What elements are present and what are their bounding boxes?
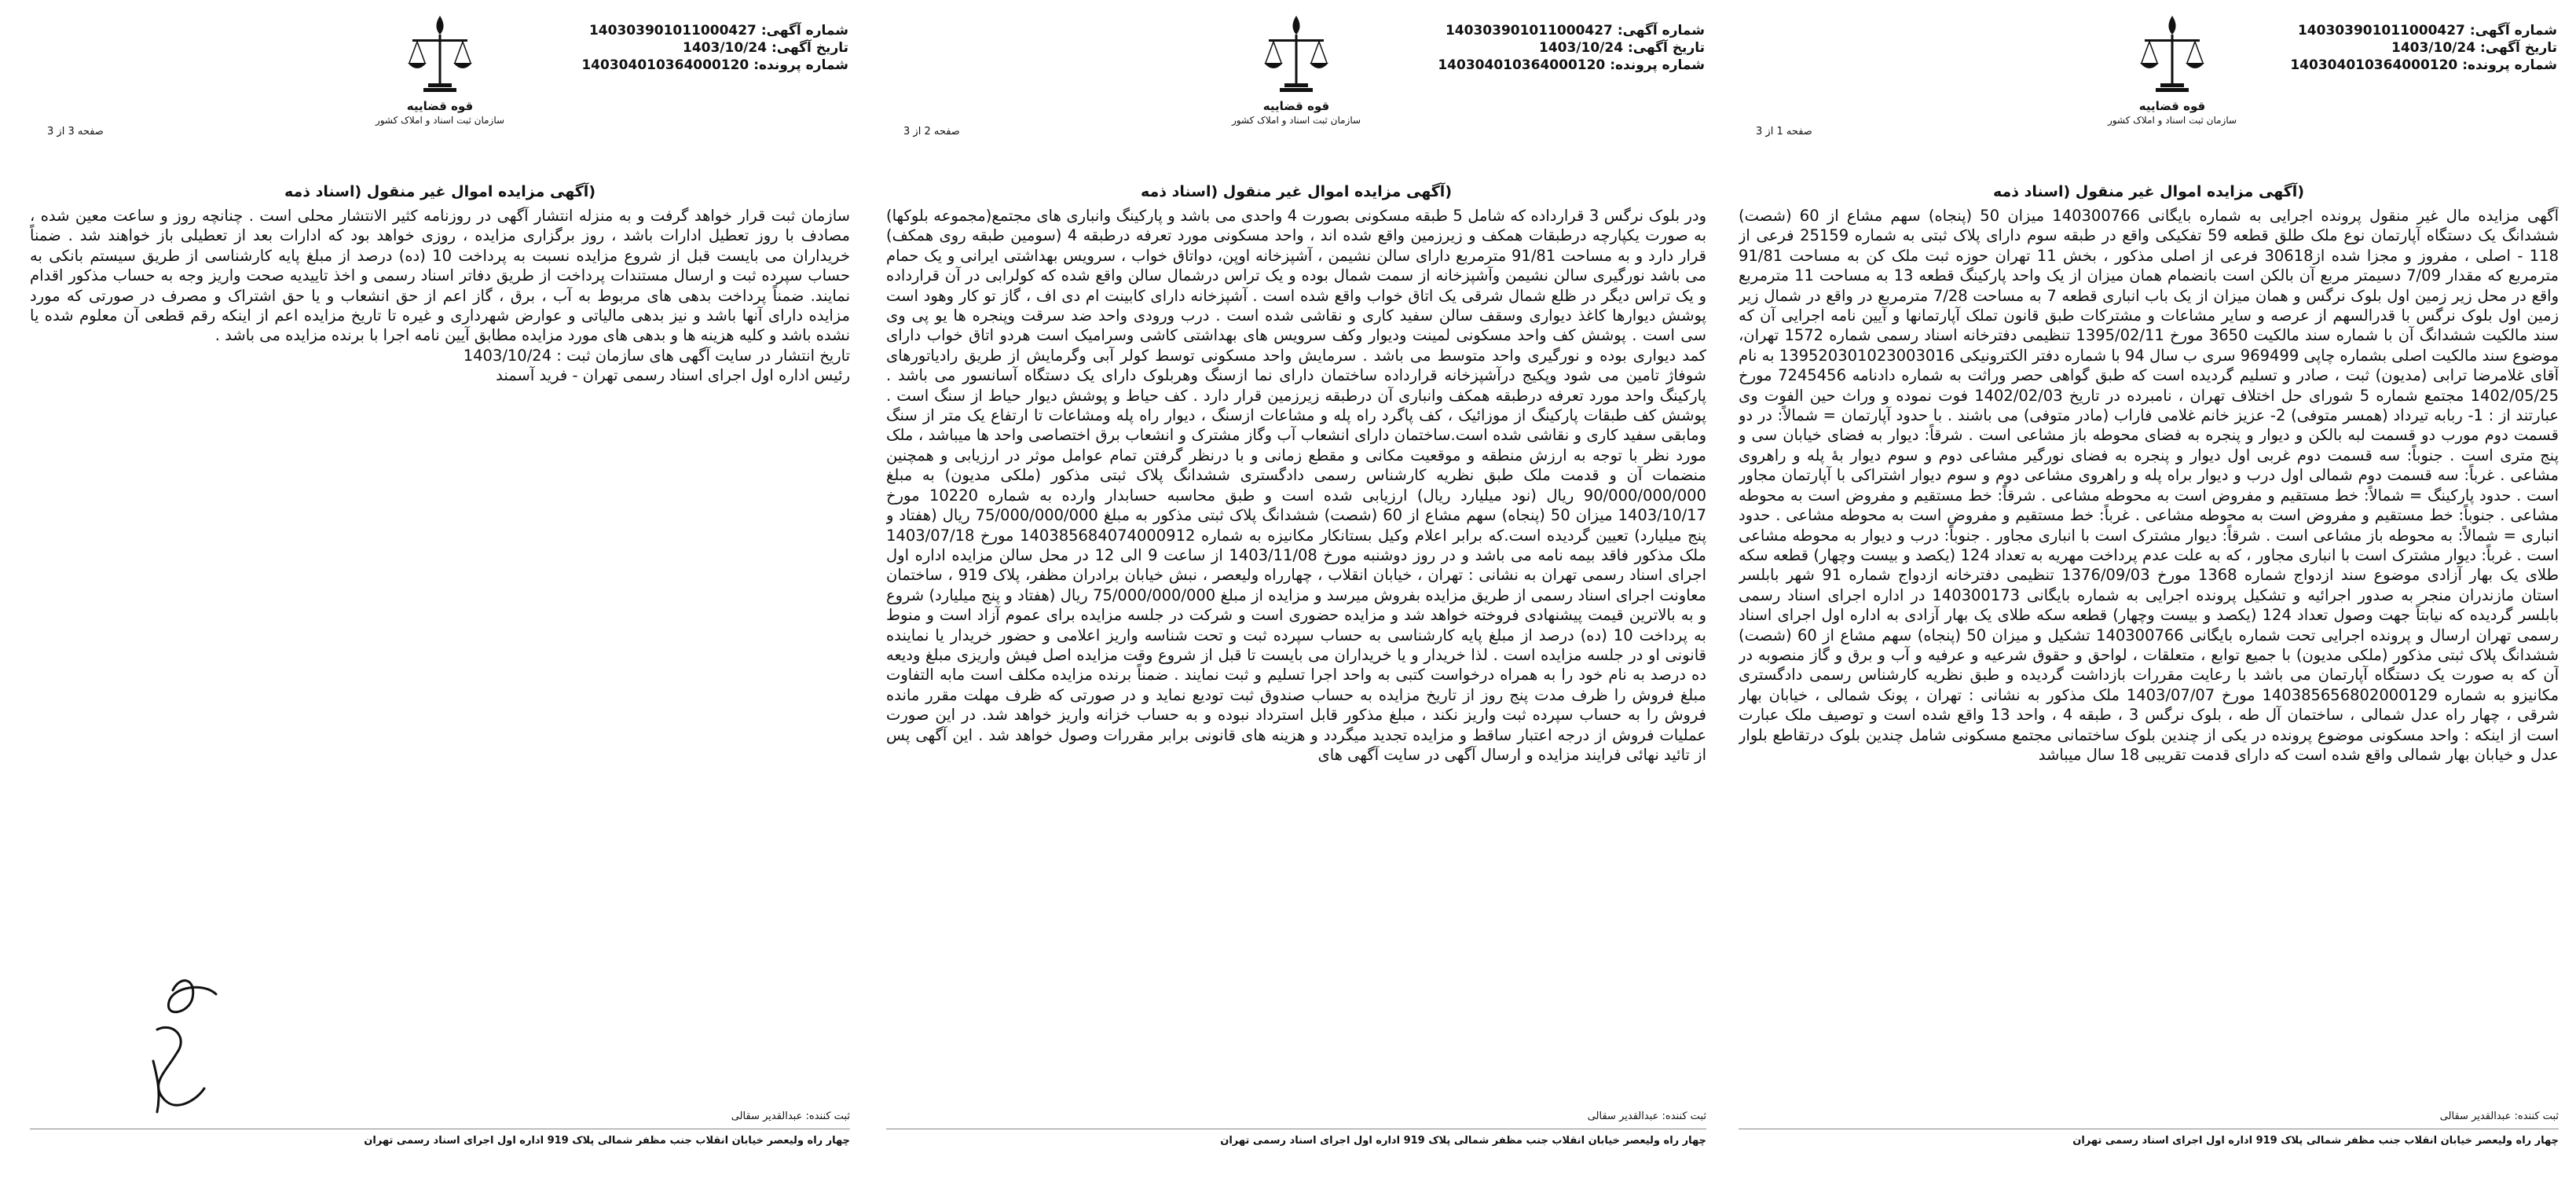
judiciary-logo [1210,11,1383,145]
organization-text: سازمان ثبت اسناد و املاک کشور [375,115,505,126]
footer-address: چهار راه ولیعصر خیابان انقلاب جنب مظفر شمالی پلاک 919 اداره اول اجرای اسناد رسمی تهران [2072,1135,2559,1147]
document-page-2 [872,0,1720,1193]
handwritten-signature [79,943,251,1132]
ad-date-label: تاریخ آگهی: [771,40,848,56]
ad-number: 140303901011000427 [2297,23,2465,39]
ad-number-label: شماره آگهی: [760,23,848,39]
registrar-label: ثبت کننده: [1662,1110,1706,1122]
ad-date-label: تاریخ آگهی: [1627,40,1705,56]
judiciary-text: قوه قضاییه [1262,99,1330,113]
notice-title: (آگهی مزایده اموال غیر منقول (اسناد ذمه [1140,183,1452,200]
notice-title: (آگهی مزایده اموال غیر منقول (اسناد ذمه [1992,183,2304,200]
footer-address: چهار راه ولیعصر خیابان انقلاب جنب مظفر شمالی پلاک 919 اداره اول اجرای اسناد رسمی تهران [1220,1135,1706,1147]
document-page-3 [16,0,864,1193]
registrar-name: عبدالقدیر سقالی [731,1110,803,1122]
judiciary-logo [2086,11,2259,145]
page-number: صفحه 1 از 3 [1756,126,1812,138]
judiciary-text: قوه قضاییه [2138,99,2206,113]
case-number: 140304010364000120 [2290,57,2458,73]
page-number: صفحه 3 از 3 [47,126,104,138]
judiciary-text: قوه قضاییه [406,99,474,113]
case-number-label: شماره پرونده: [1610,57,1705,73]
organization-text: سازمان ثبت اسناد و املاک کشور [2107,115,2237,126]
page-footer [1739,1108,2559,1150]
registrar-label: ثبت کننده: [2514,1110,2559,1122]
ad-date: 1403/10/24 [682,40,768,56]
case-number-label: شماره پرونده: [2462,57,2557,73]
registrar-name: عبدالقدیر سقالی [2439,1110,2512,1122]
notice-body: آگهی مزایده مال غیر منقول پرونده اجرایی به شماره بایگانی 140300766 میزان 50 (پنجاه) سهم مشاع از 60 (شصت) ششدانگ یک دستگاه آپارتمان نوع ملک طلق قطعه 59 تفکیکی واقع در طبقه سوم دارای پلاک ثبتی به شماره 25159 فرعی از 118 - اصلی ، مفروز و مجزا شده از30618 فرعی از اصلی مذکور ، بخش 11 تهران حوزه ثبت ملک کن به مساحت 91/81 مترمربع که مقدار 7/09 دسیمتر مربع آن بالکن است بانضمام همان میزان از یک واحد پارکینگ قطعه 13 به مساحت 11 مترمربع واقع در محل زیر زمین اول بلوک نرگس و همان میزان از یک باب انباری قطعه 7 به مساحت 7/28 مترمربع در واقع در شمال زیر زمین اول بلوک نرگس با قدرالسهم از عرصه و سایر مشاعات و مشترکات طبق قانون تملک آپارتمانها و آیین نامه اجرایی آن که سند مالکیت ششدانگ آن با شماره سند مالکیت 3650 مورخ 1395/02/11 تنظیمی دفترخانه اسناد رسمی شماره 1572 تهران، موضوع سند مالکیت اصلی بشماره چاپی 969499 سری ب سال 94 با شماره دفتر الکترونیکی 139520301023003016 به نام آقای غلامرضا ترابی (مدیون) ثبت ، صادر و تسلیم گردیده است که طبق گواهی حصر وراثت به شماره دادنامه 7245456 مورخ 1402/05/25 مجتمع شماره 5 شورای حل اختلاف تهران ، نامبرده در تاریخ 1402/02/03 فوت نموده و وراث حین الفوت وی عبارتند از : 1- ربابه تیرداد (همسر متوفی) 2- عزیز خانم غلامی فاراب (مادر متوفی) می باشند . با حدود آپارتمان = شمالاً: در دو قسمت دوم مورب دو قسمت لبه بالکن و دیوار و پنجره به فضای محوطه باز مشاعی است . شرقاً: دیوار به فضای خیابان سی و پنج متری است . جنوباً: سه قسمت دوم غربی اول دیوار و پنجره به فضای نورگیر مشاعی دوم و سوم دیوار بهٔ پله و راهروی مشاعی . غرباً: سه قسمت دوم شمالی اول درب و دیوار براه پله و راهروی مشاعی دوم و سوم دیوار اشتراکی با آپارتمان مجاور است . حدود پارکینگ = شمالاً: خط مستقیم و مفروض است به محوطه مشاعی . شرقاً: خط مستقیم و مفروض است به محوطه مشاعی . جنوباً: خط مستقیم و مفروض است به محوطه مشاعی . غرباً: خط مستقیم و مفروض است به محوطه مشاعی . حدود انباری = شمالاً: به محوطه باز مشاعی است . شرقاً: دیوار مشترک است با انباری مجاور . جنوباً: درب و دیوار به محوطه مشاعی است . غرباً: دیوار مشترک است با انباری مجاور ، که به علت عدم پرداخت مهریه به تعداد 124 (یکصد و بیست وچهار) قطعه سکه طلای یک بهار آزادی موضوع سند ازدواج شماره 1368 مورخ 1376/09/03 تنظیمی دفترخانه ازدواج شماره 91 شهر بابلسر استان مازندران منجر به صدور اجرائیه و تشکیل پرونده اجرایی به شماره بایگانی 140300173 در اداره اجرای اسناد رسمی بابلسر گردیده که نیابتاً جهت وصول تعداد 124 (یکصد و بیست وچهار) قطعه سکه طلای یک بهار آزادی به اداره اول اجرای اسناد رسمی تهران ارسال و پرونده اجرایی تحت شماره بایگانی 140300766 تشکیل و میزان 50 (پنجاه) سهم مشاع از 60 (شصت) ششدانگ پلاک ثبتی مذکور (ملکی مدیون) با جمیع توابع ، متعلقات ، لواحق و حقوق شرعیه و عرفیه و آب و برق و گاز منصوبه در آن که به صورت یک دستگاه آپارتمان می باشد با رعایت مقررات بازداشت گردیده و طبق نظریه کارشناس رسمی دادگستری مکانیزو به شماره 140385656802000129 مورخ 1403/07/07 ملک مذکور به نشانی : تهران ، پونک شمالی ، خیابان بهار شرقی ، چهار راه عدل شمالی ، ساختمان آل طه ، بلوک نرگس 3 ، طبقه 4 ، واحد 13 واقع شده است و توصیف ملک عبارت است از اینکه : واحد مسکونی موضوع پرونده در یکی از چندین بلوک ساختمانی مجتمع مسکونی شامل چندین بلوک درتقاطع بلوار عدل و خیابان بهار شمالی واقع شده است که دارای قدمت تقریبی 18 سال میباشد [1739,207,2559,764]
page-footer [886,1108,1706,1150]
page-footer [30,1108,850,1150]
case-number: 140304010364000120 [581,57,749,73]
ad-meta [2274,22,2557,74]
notice-body: سازمان ثبت قرار خواهد گرفت و به منزله انتشار آگهی در روزنامه کثیر الانتشار محلی است . چنانچه روز و ساعت معین شده ، مصادف با روز تعطیل ادارات باشد ، روز برگزاری مزایده ، روزی خواهد بود که ادارات بعد از تعطیلی باز خواهند شد . ضمناً خریداران می بایست قبل از شروع مزایده نسبت به پرداخت 10 (ده) درصد از مبلغ پایه کارشناسی از طریق سیستم بانکی به حساب سپرده ثبت و ارسال مستندات پرداخت از طریق دفاتر اسناد رسمی و اخذ تاییدیه صحت واریز وجه به حساب مذکور اقدام نمایند. ضمناً پرداخت بدهی های مربوط به آب ، برق ، گاز اعم از حق انشعاب و یا حق اشتراک و مصرف در صورتی که مورد مزایده دارای آنها باشد و نیز بدهی مالیاتی و عوارض شهرداری و غیره تا تاریخ مزایده اعم از اینکه رقم قطعی آن معلوم شده یا نشده باشد و کلیه هزینه ها و بدهی های مورد مزایده مطابق آیین نامه اجرا با برنده مزایده می باشد . تاریخ انتشار در سایت آگهی های سازمان ثبت : 1403/10/24 رئیس اداره اول اجرای اسناد رسمی تهران - فرید آسمند [30,207,850,385]
notice-body: ودر بلوک نرگس 3 قرارداده که شامل 5 طبقه مسکونی بصورت 4 واحدی می باشد و پارکینگ وانباری های مجتمع(مجموعه بلوکها) به صورت یکپارچه درطبقات همکف و زیرزمین واقع شده اند ، واحد مسکونی مورد تعرفه درطبقه 4 (سومین طبقه روی همکف) قرار دارد و به مساحت 91/81 مترمربع دارای سالن نشیمن ، آشپزخانه اوپن، دواتاق خواب ، سرویس بهداشتی ایرانی و یک حمام می باشد نورگیری سالن نشیمن وآشپزخانه از سمت شمال بوده و یک تراس درشمال سالن واقع شده که کولرابی در آن قرارداده و یک تراس دیگر در ظلع شمال شرقی یک اتاق خواب واقع شده است . آشپزخانه دارای کابینت ام دی اف ، گاز تو کار وهود است پوشش دیوارها کاغذ دیواری وسقف سالن سفید کاری و نقاشی شده است . درب ورودی واحد ضد سرقت وپنجره ها یو پی وی سی است . پوشش کف واحد مسکونی لمینت ودیوار وکف سرویس های بهداشتی کاشی وسرامیک است هردو اتاق خواب دارای کمد دیواری بوده و نورگیری واحد متوسط می باشد . سرمایش واحد مسکونی توسط کولر آبی وگرمایش از طریق رادیاتورهای شوفاژ تامین می شود وپکیج درآشپزخانه قرارداده ساختمان دارای نما ازسنگ وهربلوک دارای یک دستگاه آسانسور می باشد . پارکینگ واحد مورد تعرفه درطبقه همکف وانباری آن درطبقه زیرزمین قرار دارد . کف حیاط و پوشش دیوار حیاط از سنگ است . پوشش کف طبقات پارکینگ از موزائیک ، کف پاگرد راه پله و مشاعات ازسنگ ، دیوار راه پله ومشاعات تا ارتفاع یک متر از سنگ ومابقی سفید کاری و نقاشی شده است.ساختمان دارای انشعاب آب وگاز مشترک و انشعاب برق اختصاصی واحد ها میباشد ، ملک مورد نظر با توجه به ارزش منطقه و موقعیت مکانی و مقطع زمانی و با درنظر گرفتن تمام عوامل موثر در ارزیابی و همچنین منضمات آن و قدمت ملک طبق نظریه کارشناس رسمی دادگستری ششدانگ پلاک ثبتی مذکور (ملکی مدیون) به مبلغ 90/000/000/000 ریال (نود میلیارد ریال) ارزیابی شده است و طبق محاسبه حسابدار وارده به شماره 10220 مورخ 1403/10/17 میزان 50 (پنجاه) سهم مشاع از 60 (شصت) ششدانگ پلاک ثبتی مذکور به مبلغ 75/000/000/000 ریال (هفتاد و پنج میلیارد) تعیین گردیده است.که برابر اعلام وکیل بستانکار مکانیزه به شماره 140385684074000912 مورخ 1403/07/18 ملک مذکور فاقد بیمه نامه می باشد و در روز دوشنبه مورخ 1403/11/08 از ساعت 9 الی 12 در محل سالن مزایده اداره اول اجرای اسناد رسمی تهران به نشانی : تهران ، خیابان انقلاب ، چهارراه ولیعصر ، نبش خیابان برادران مظفر، پلاک 919 ، ساختمان معاونت اجرای اسناد رسمی از طریق مزایده بفروش میرسد و مزایده از مبلغ 75/000/000/000 ریال (هفتاد و پنج میلیارد) شروع و به بالاترین قیمت پیشنهادی فروخته خواهد شد و مزایده حضوری است و شرکت در جلسه مزایده برای عموم آزاد است و منوط به پرداخت 10 (ده) درصد از مبلغ پایه کارشناسی به حساب سپرده ثبت و تحت شناسه واریز اعلامی و حضور خریدار یا نماینده قانونی او در جلسه مزایده است . لذا خریدار و یا خریداران می بایست تا قبل از شروع وقت مزایده اصل فیش واریزی مبلغ ودیعه ده درصد به نام خود را به همراه درخواست کتبی به واحد اجرا تسلیم و ثبت نمایند . ضمناً برنده مزایده مکلف است مابه التفاوت مبلغ فروش را ظرف مدت پنج روز از تاریخ مزایده به حساب صندوق ثبت تودیع نماید و در صورتی که ظرف مهلت مقرر مانده فروش را به حساب سپرده ثبت واریز نکند ، مبلغ مذکور قابل استرداد نبوده و به حساب خزانه واریز خواهد شد. در این صورت عملیات فروش از درجه اعتبار ساقط و مزایده تجدید میگردد و هزینه های قانونی برابر مقررات وصول خواهد شد . این آگهی پس از تائید نهائی فرایند مزایده و ارسال آگهی در سایت آگهی های [886,207,1706,764]
ad-date: 1403/10/24 [2391,40,2476,56]
ad-number: 140303901011000427 [1445,23,1613,39]
scales-emblem-icon [2137,11,2208,97]
footer-address: چهار راه ولیعصر خیابان انقلاب جنب مظفر شمالی پلاک 919 اداره اول اجرای اسناد رسمی تهران [364,1135,850,1147]
ad-number-label: شماره آگهی: [2469,23,2557,39]
ad-number-label: شماره آگهی: [1617,23,1705,39]
scales-emblem-icon [1261,11,1332,97]
ad-date: 1403/10/24 [1538,40,1624,56]
page-number: صفحه 2 از 3 [903,126,960,138]
document-page-1 [1724,0,2573,1193]
ad-meta [566,22,848,74]
notice-title: (آگهی مزایده اموال غیر منقول (اسناد ذمه [284,183,595,200]
scales-emblem-icon [405,11,475,97]
ad-number: 140303901011000427 [588,23,757,39]
registrar-label: ثبت کننده: [805,1110,850,1122]
registrar-name: عبدالقدیر سقالی [1587,1110,1659,1122]
case-number-label: شماره پرونده: [753,57,848,73]
ad-date-label: تاریخ آگهی: [2479,40,2557,56]
judiciary-logo [354,11,526,145]
case-number: 140304010364000120 [1438,57,1606,73]
ad-meta [1422,22,1705,74]
organization-text: سازمان ثبت اسناد و املاک کشور [1231,115,1361,126]
